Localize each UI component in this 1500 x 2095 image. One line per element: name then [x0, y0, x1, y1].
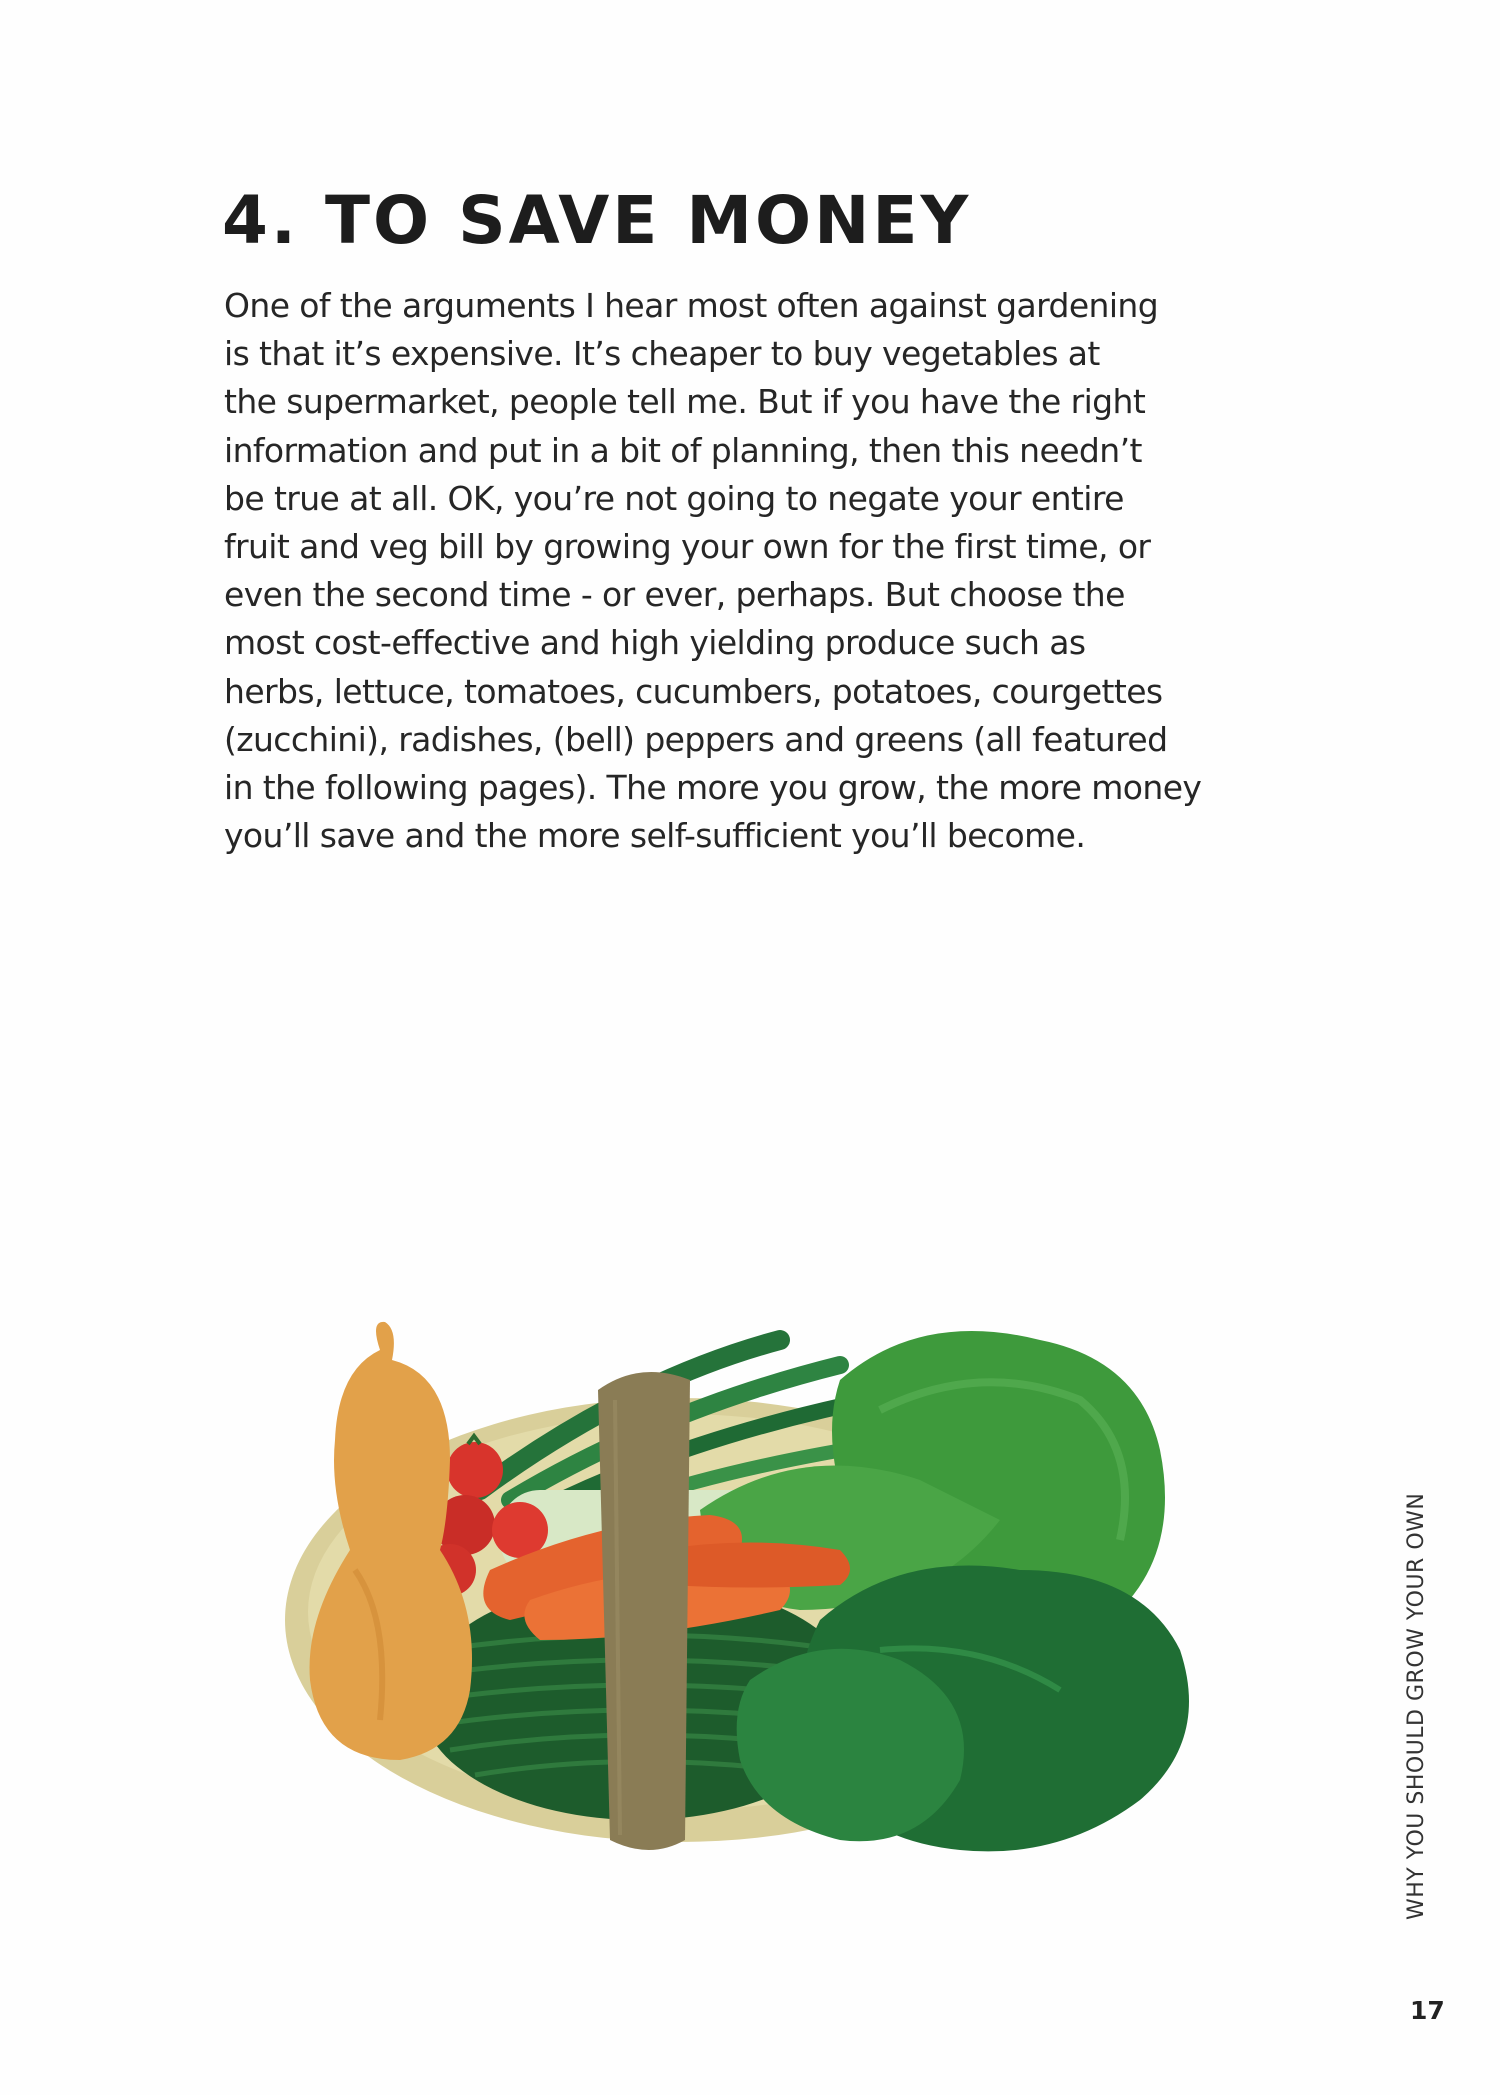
body-line: fruit and veg bill by growing your own for the first time, or: [224, 527, 1151, 567]
body-line: information and put in a bit of planning, then this needn’t: [224, 430, 1142, 470]
body-paragraph: [224, 282, 1254, 860]
body-line: you’ll save and the more self-sufficient you’ll become.: [224, 816, 1086, 856]
body-line: be true at all. OK, you’re not going to negate your entire: [224, 478, 1124, 518]
body-line: in the following pages). The more you grow, the more money: [224, 768, 1202, 808]
body-line: the supermarket, people tell me. But if you have the right: [224, 382, 1146, 422]
body-line: most cost-effective and high yielding produce such as: [224, 623, 1086, 663]
body-line: is that it’s expensive. It’s cheaper to buy vegetables at: [224, 334, 1100, 374]
running-head: WHY YOU SHOULD GROW YOUR OWN: [1404, 1492, 1429, 1920]
page-number: 17: [1410, 1996, 1445, 2025]
page-title: 4. TO SAVE MONEY: [222, 182, 972, 259]
basket-handle: [598, 1372, 690, 1850]
vegetable-basket-illustration: [280, 1320, 1220, 1880]
body-line: (zucchini), radishes, (bell) peppers and greens (all featured: [224, 719, 1168, 759]
body-line: herbs, lettuce, tomatoes, cucumbers, potatoes, courgettes: [224, 671, 1163, 711]
body-line: even the second time - or ever, perhaps. But choose the: [224, 575, 1125, 615]
body-line: One of the arguments I hear most often against gardening: [224, 286, 1159, 325]
